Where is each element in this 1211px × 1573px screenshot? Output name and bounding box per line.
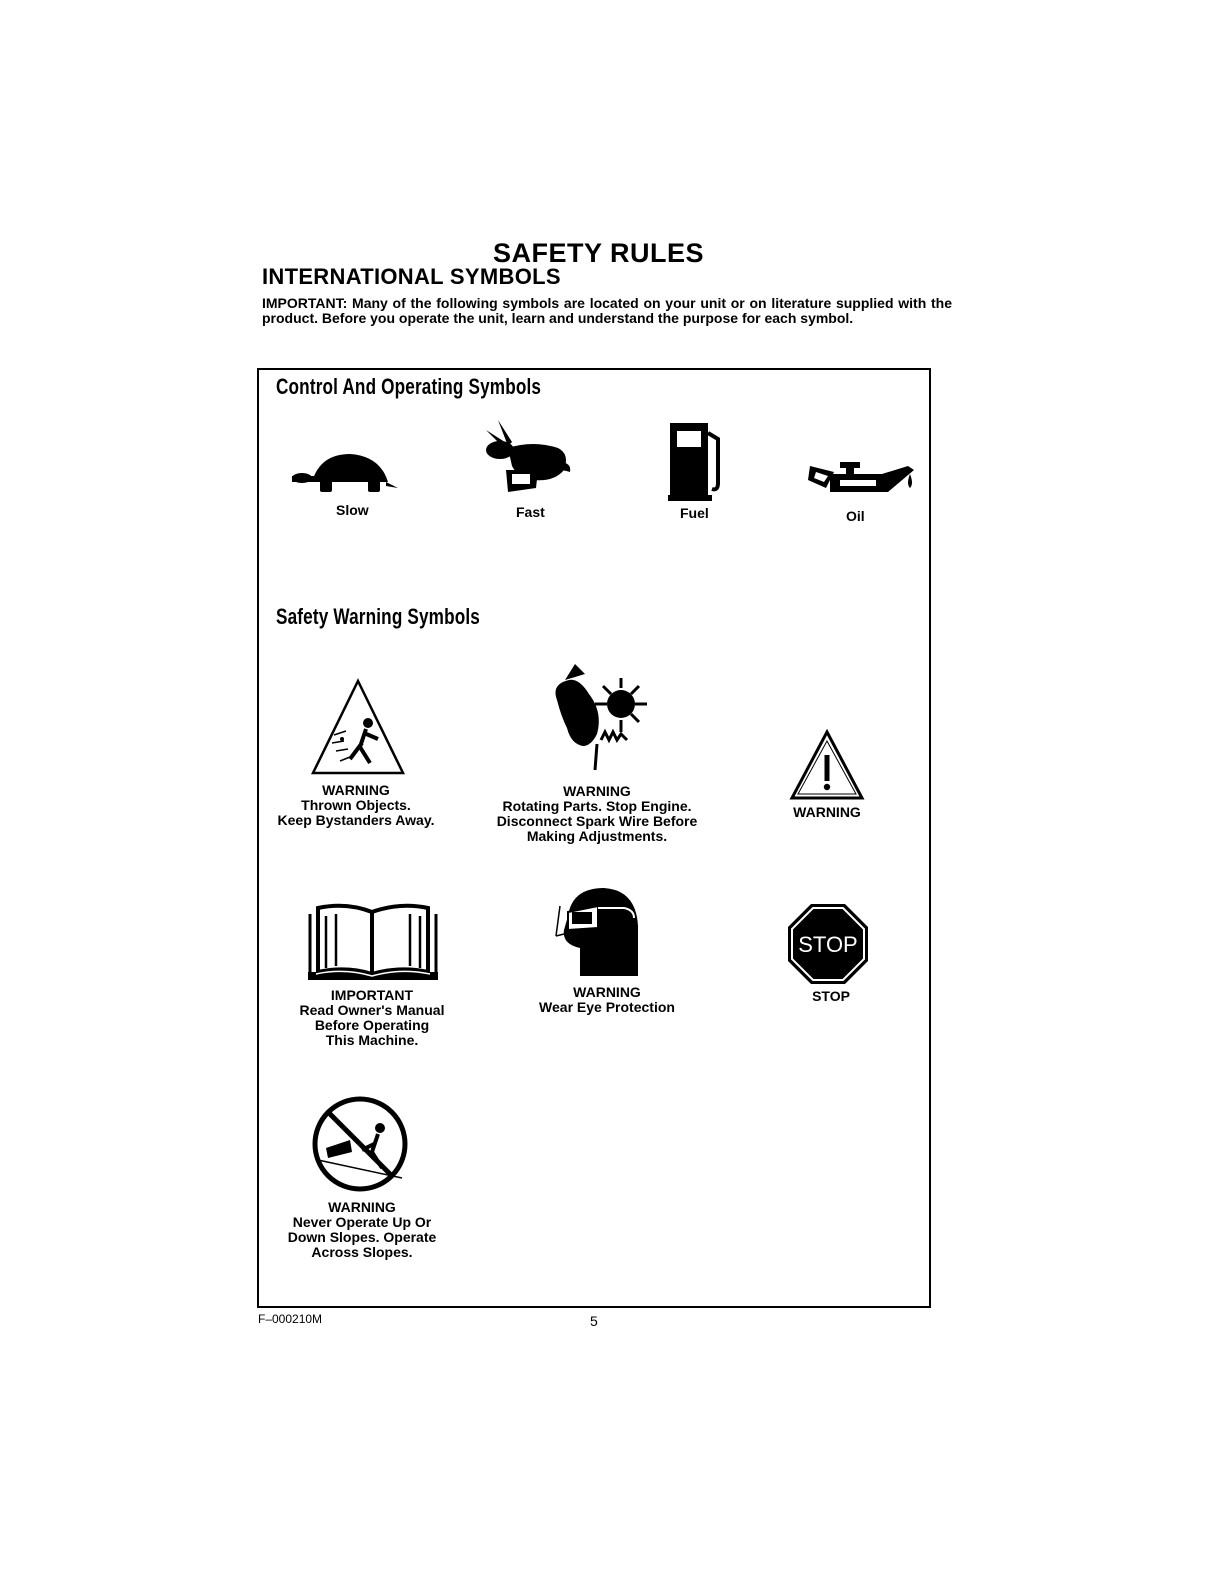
manual-caption-line: This Machine. — [325, 1032, 419, 1048]
thrown-caption-line: Keep Bystanders Away. — [277, 812, 435, 828]
fuel-pump-icon — [668, 419, 728, 501]
rotating-caption-line: Making Adjustments. — [526, 828, 668, 844]
oil-label: Oil — [846, 508, 865, 524]
eye-caption — [539, 985, 675, 1015]
no-slopes-icon — [310, 1094, 410, 1194]
thrown-caption-line: Thrown Objects. — [301, 797, 411, 813]
eye-caption-line: Wear Eye Protection — [539, 999, 675, 1015]
slopes-caption-line: WARNING — [328, 1199, 396, 1215]
manual-caption — [300, 988, 445, 1048]
rotating-caption — [497, 784, 698, 844]
fast-label: Fast — [516, 504, 545, 520]
stop-caption-line: STOP — [812, 988, 850, 1004]
thrown-objects-icon — [310, 677, 406, 777]
slopes-caption — [288, 1200, 437, 1260]
intro-text: Many of the following symbols are located on your unit or on literature supplied with the product. Before you operate the unit, learn and understand the purpose for each symbol. — [262, 295, 952, 326]
fuel-label: Fuel — [680, 505, 709, 521]
warning-caption — [793, 805, 861, 820]
stop-caption — [812, 989, 850, 1004]
owners-manual-icon — [306, 900, 440, 982]
rotating-caption-line: Rotating Parts. Stop Engine. — [502, 798, 692, 814]
page-number: 5 — [590, 1313, 598, 1329]
manual-caption-line: Read Owner's Manual — [299, 1002, 445, 1018]
slow-label: Slow — [336, 502, 369, 518]
slopes-caption-line: Down Slopes. Operate — [287, 1229, 437, 1245]
manual-caption-line: IMPORTANT — [330, 987, 414, 1003]
manual-caption-line: Before Operating — [314, 1017, 430, 1033]
thrown-caption — [278, 783, 435, 828]
intro-paragraph — [262, 296, 952, 326]
stop-sign-text: STOP — [798, 932, 858, 957]
rotating-caption-line: WARNING — [563, 783, 631, 799]
document-code: F–000210M — [258, 1312, 323, 1326]
warning-caption-line: WARNING — [793, 804, 861, 820]
eye-protection-icon — [554, 886, 644, 980]
page-title: SAFETY RULES — [493, 238, 705, 268]
slopes-caption-line: Across Slopes. — [311, 1244, 413, 1260]
intro-lead: IMPORTANT: — [262, 295, 348, 311]
section-subtitle: INTERNATIONAL SYMBOLS — [262, 264, 561, 289]
rabbit-icon — [478, 418, 573, 500]
warning-triangle-icon — [789, 729, 865, 801]
rotating-caption-line: Disconnect Spark Wire Before — [496, 813, 698, 829]
turtle-icon — [290, 448, 400, 498]
thrown-caption-line: WARNING — [322, 782, 390, 798]
safety-heading: Safety Warning Symbols — [276, 604, 480, 629]
control-heading: Control And Operating Symbols — [276, 374, 542, 399]
rotating-parts-icon — [555, 660, 650, 780]
stop-sign-icon — [786, 902, 870, 986]
eye-caption-line: WARNING — [573, 984, 641, 1000]
oil-can-icon — [806, 458, 918, 504]
slopes-caption-line: Never Operate Up Or — [292, 1214, 432, 1230]
